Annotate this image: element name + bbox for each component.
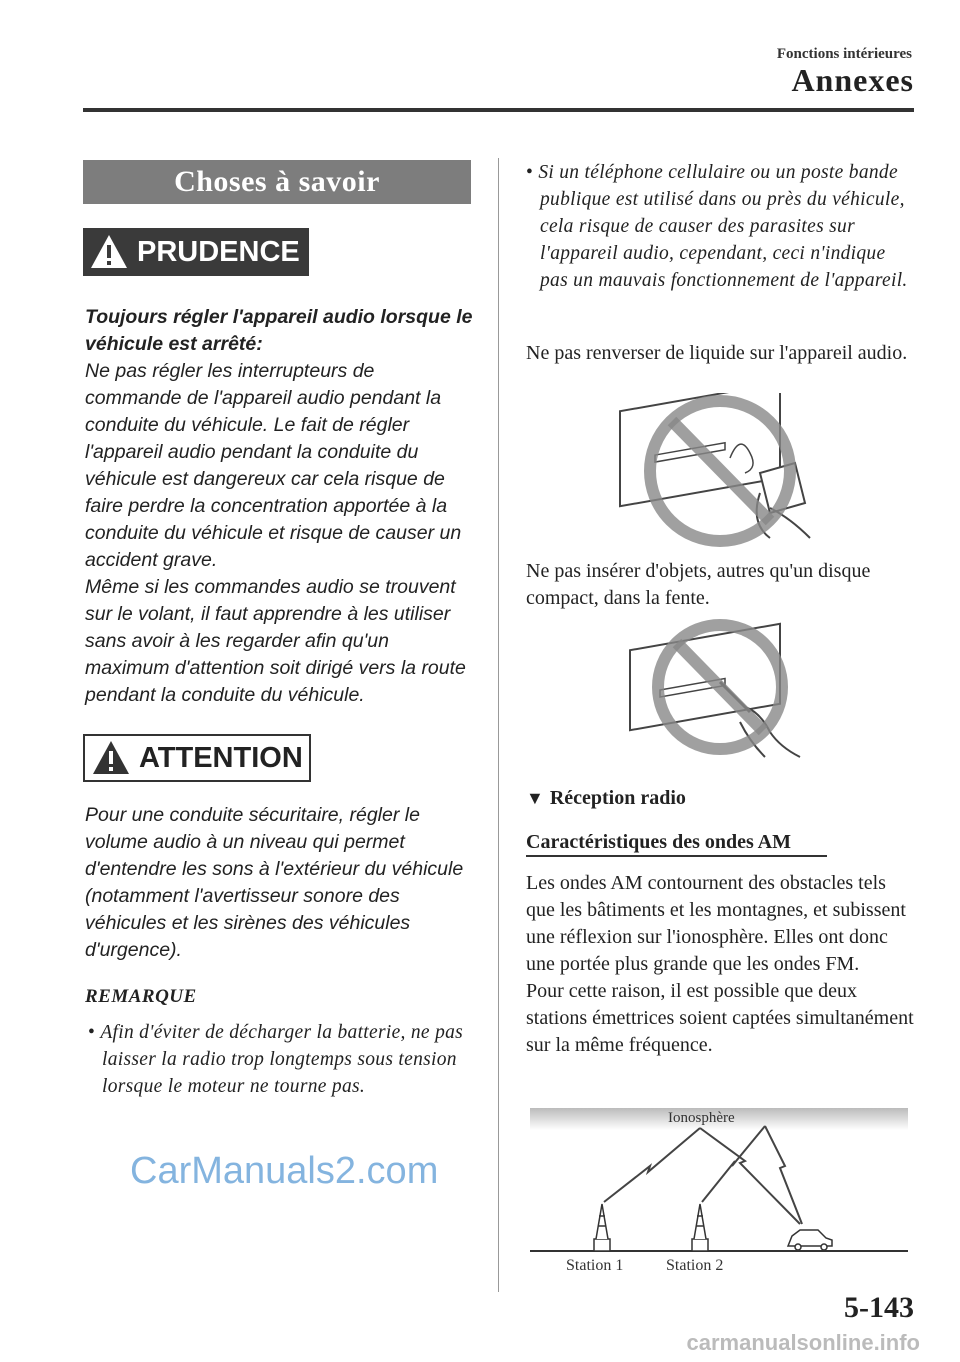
watermark-bottom: carmanualsonline.info xyxy=(686,1330,920,1355)
am-paragraph-2: Pour cette raison, il est possible que deux stations émettrices soient captées simultanément sur la même fréquence. xyxy=(526,980,914,1056)
no-liquid-text: Ne pas renverser de liquide sur l'appareil audio. xyxy=(526,342,908,364)
am-paragraph-1: Les ondes AM contournent des obstacles tels que les bâtiments et les montagnes, et subissent une réflexion sur l'ionosphère. Elles ont donc une portée plus grande que les ondes FM. xyxy=(526,872,906,975)
am-characteristics-heading: Caractéristiques des ondes AM xyxy=(526,831,791,853)
prudence-body: Ne pas régler les interrupteurs de commande de l'appareil audio pendant la conduite du véhicule. Le fait de régler l'appareil audio pendant la conduite du véhicule est dangereux car cela risque de faire perdre la concentration apportée à la conduite du véhicule et risque de causer un accident grave. xyxy=(85,360,462,571)
remarque-list xyxy=(88,1019,478,1100)
prudence-text xyxy=(85,304,475,709)
column-divider xyxy=(498,158,499,1292)
header-chapter-title: Annexes xyxy=(791,62,914,98)
list-item: • Afin d'éviter de décharger la batterie, ne pas laisser la radio trop longtemps sous tension lorsque le moteur ne tourne pas. xyxy=(88,1022,464,1097)
ionosphere-label: Ionosphère xyxy=(668,1110,735,1126)
header-rule xyxy=(83,108,914,112)
watermark: CarManuals2.com xyxy=(130,1150,439,1192)
radio-reception-heading: ▼ Réception radio xyxy=(526,787,686,809)
prudence-box xyxy=(83,228,309,276)
warning-triangle-icon xyxy=(89,232,129,272)
station-1-label: Station 1 xyxy=(566,1257,624,1274)
no-objects-text: Ne pas insérer d'objets, autres qu'un disque compact, dans la fente. xyxy=(526,560,871,609)
am-waves-text xyxy=(526,870,916,1059)
no-objects-illustration xyxy=(620,612,820,762)
warning-triangle-icon xyxy=(91,738,131,778)
attention-box xyxy=(83,734,311,782)
header-section-label: Fonctions intérieures xyxy=(776,46,912,62)
page-number: 5-143 xyxy=(844,1291,914,1324)
attention-label: ATTENTION xyxy=(139,741,303,774)
prudence-body-2: Même si les commandes audio se trouvent sur le volant, il faut apprendre à les utiliser sans avoir à les regarder afin qu'un maximum d'attention soit dirigé vers la route pendant la conduite du véhicule. xyxy=(85,576,466,706)
am-wave-diagram xyxy=(530,1106,910,1286)
triangle-down-icon: ▼ xyxy=(526,788,544,808)
cellphone-note xyxy=(526,159,916,294)
remarque-title: REMARQUE xyxy=(85,986,197,1007)
attention-body: Pour une conduite sécuritaire, régler le volume audio à un niveau qui permet d'entendre les sons à l'extérieur du véhicule (notamment l'avertisseur sonore des véhicules et les sirènes des véhicules d'urgence). xyxy=(85,804,464,961)
heading-underline xyxy=(526,855,827,857)
station-2-label: Station 2 xyxy=(666,1257,724,1274)
list-item: • Si un téléphone cellulaire ou un poste bande publique est utilisé dans ou près du véhicule, cela risque de causer des parasites sur l'appareil audio, cependant, ceci n'indique pas un mauvais fonctionnement de l'appareil. xyxy=(526,162,908,291)
no-liquid-illustration xyxy=(610,393,830,548)
section-title: Choses à savoir xyxy=(83,160,471,204)
prudence-bold-line: Toujours régler l'appareil audio lorsque le véhicule est arrêté: xyxy=(85,306,473,355)
prudence-label: PRUDENCE xyxy=(137,235,300,268)
